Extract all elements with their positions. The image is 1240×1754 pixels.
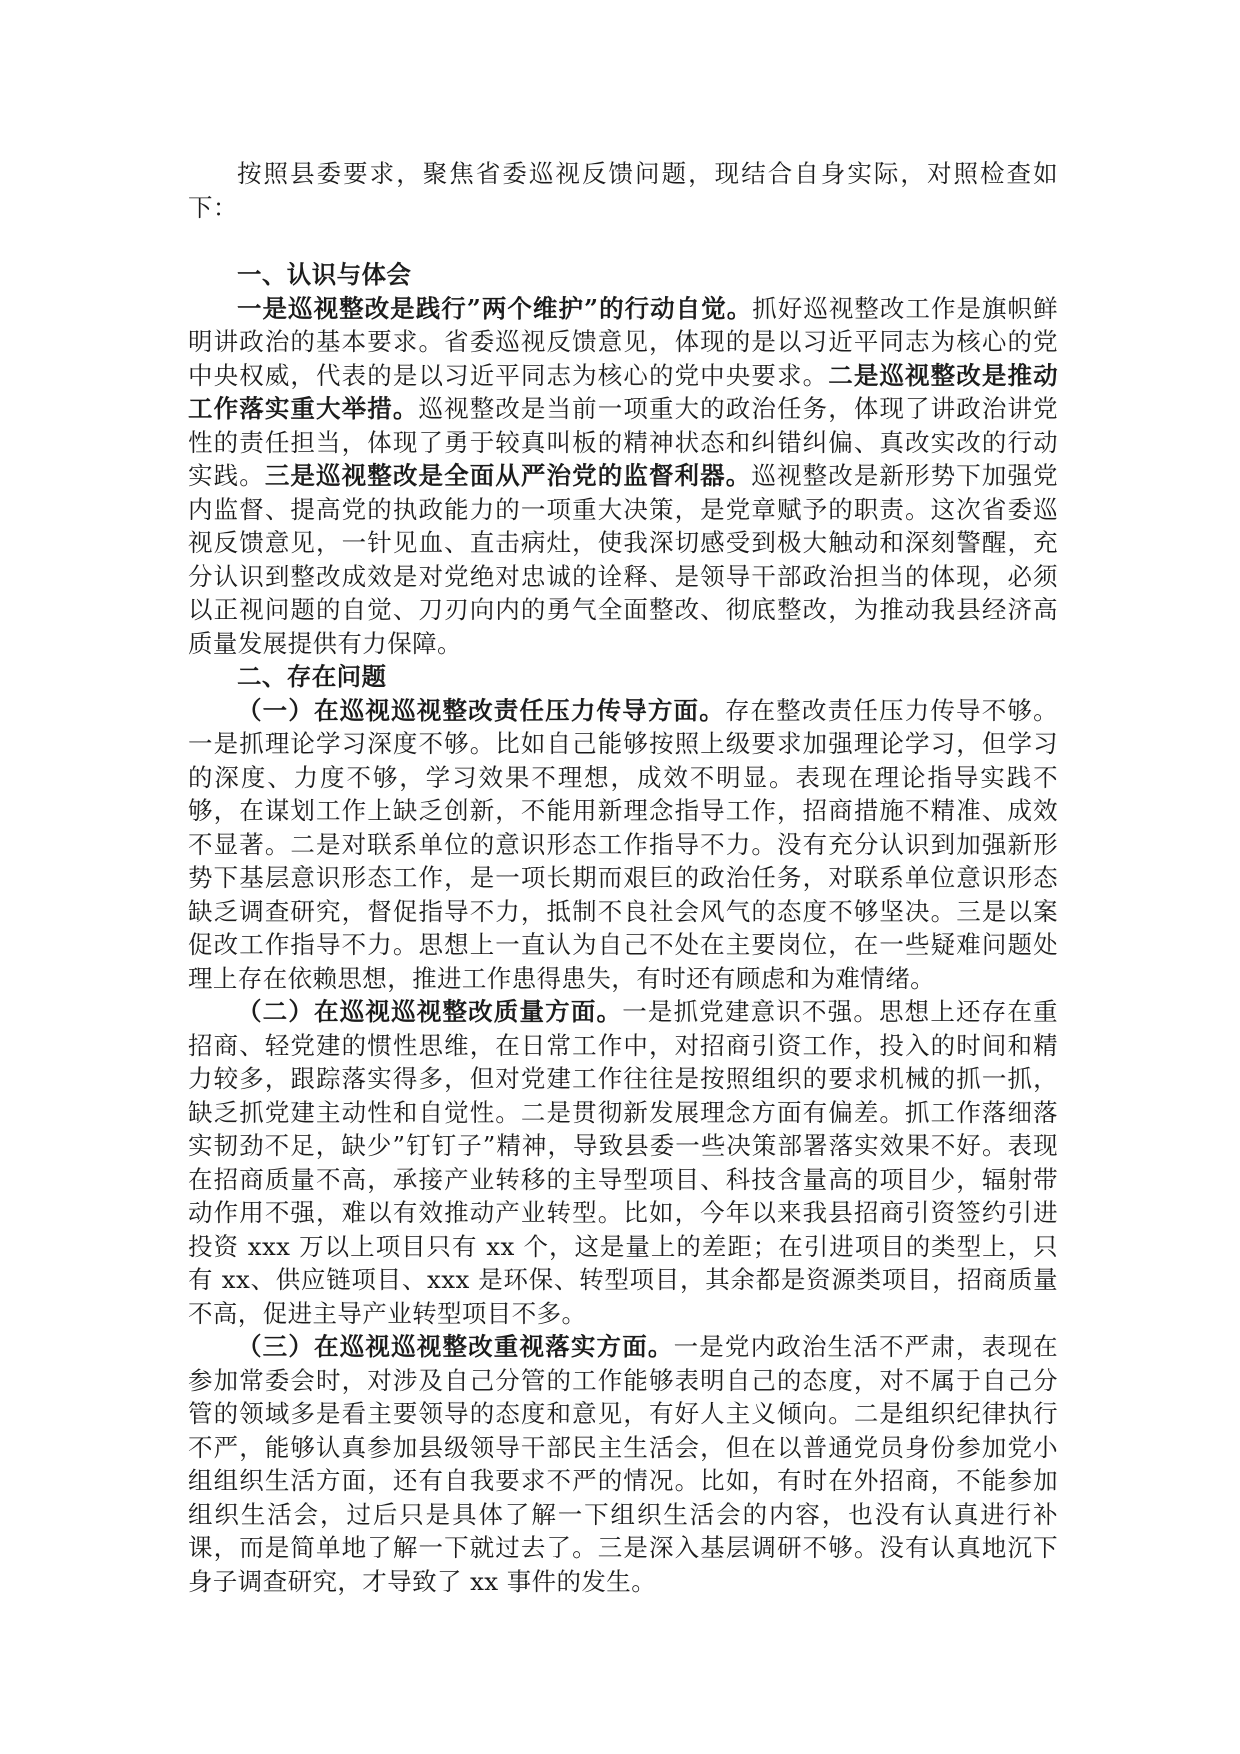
point-text-1: 抓好巡视整改工作是旗帜鲜明讲政治的基本要求。省委巡视反馈意见，体现的是以习近平同志为核心的党中央权威，代表的是以习近平同志为核心的党中央要求。	[188, 293, 1058, 390]
problem-lead-3: （三）在巡视巡视整改重视落实方面。	[237, 1332, 674, 1361]
problem-lead-1: （一）在巡视巡视整改责任压力传导方面。	[237, 695, 725, 725]
point-text-3: 巡视整改是新形势下加强党内监督、提高党的执政能力的一项重大决策，是党章赋予的职责。这次省委巡视反馈意见，一针见血、直击病灶，使我深切感受到极大触动和深刻警醒，充分认识到整改成效是对党绝对忠诚的诠释、是领导干部政治担当的体现，必须以正视问题的自觉、刀刃向内的勇气全面整改、彻底整改，为推动我县经济高质量发展提供有力保障。	[188, 461, 1058, 658]
paragraph-problem-2	[188, 995, 1058, 1330]
problem-text-2: 一是抓党建意识不强。思想上还存在重招商、轻党建的惯性思维，在日常工作中，对招商引资工作，投入的时间和精力较多，跟踪落实得多，但对党建工作往往是按照组织的要求机械的抓一抓，缺乏抓党建主动性和自觉性。二是贯彻新发展理念方面有偏差。抓工作落细落实韧劲不足，缺少”钉钉子”精神，导致县委一些决策部署落实效果不好。表现在招商质量不高，承接产业转移的主导型项目、科技含量高的项目少，辐射带动作用不强，难以有效推动产业转型。比如，今年以来我县招商引资签约引进投资 xxx 万以上项目只有 xx 个，这是量上的差距；在引进项目的类型上，只有 xx、供应链项目、xxx 是环保、转型项目，其余都是资源类项目，招商质量不高，促进主导产业转型项目不多。	[188, 997, 1058, 1328]
document-body	[188, 157, 1058, 1598]
intro-paragraph: 按照县委要求，聚焦省委巡视反馈问题，现结合自身实际，对照检查如下：	[188, 159, 1058, 222]
problem-text-1: 存在整改责任压力传导不够。一是抓理论学习深度不够。比如自己能够按照上级要求加强理论学习，但学习的深度、力度不够，学习效果不理想，成效不明显。表现在理论指导实践不够，在谋划工作上缺乏创新，不能用新理念指导工作，招商措施不精准、成效不显著。二是对联系单位的意识形态工作指导不力。没有充分认识到加强新形势下基层意识形态工作，是一项长期而艰巨的政治任务，对联系单位意识形态缺乏调查研究，督促指导不力，抵制不良社会风气的态度不够坚决。三是以案促改工作指导不力。思想上一直认为自己不处在主要岗位，在一些疑难问题处理上存在依赖思想，推进工作患得患失，有时还有顾虑和为难情绪。	[188, 695, 1058, 993]
section-heading-understanding: 一、认识与体会	[237, 260, 412, 289]
point-lead-1: 一是巡视整改是践行”两个维护”的行动自觉。	[237, 293, 753, 323]
section-heading-problems: 二、存在问题	[237, 662, 387, 691]
paragraph-understanding	[188, 292, 1058, 661]
paragraph-problem-3	[188, 1330, 1058, 1598]
point-lead-3: 三是巡视整改是全面从严治党的监督利器。	[264, 461, 752, 490]
paragraph-problem-1	[188, 694, 1058, 996]
problem-text-3: 一是党内政治生活不严肃，表现在参加常委会时，对涉及自己分管的工作能够表明自己的态度，对不属于自己分管的领域多是看主要领导的态度和意见，有好人主义倾向。二是组织纪律执行不严，能够认真参加县级领导干部民主生活会，但在以普通党员身份参加党小组组织生活方面，还有自我要求不严的情况。比如，有时在外招商，不能参加组织生活会，过后只是具体了解一下组织生活会的内容，也没有认真进行补课，而是简单地了解一下就过去了。三是深入基层调研不够。没有认真地沉下身子调查研究，才导致了 xx 事件的发生。	[188, 1332, 1058, 1596]
point-text-2: 巡视整改是当前一项重大的政治任务，体现了讲政治讲党性的责任担当，体现了勇于较真叫板的精神状态和纠错纠偏、真改实改的行动实践。	[188, 394, 1058, 490]
problem-lead-2: （二）在巡视巡视整改质量方面。	[237, 997, 623, 1026]
point-lead-2: 二是巡视整改是推动工作落实重大举措。	[188, 360, 1058, 423]
